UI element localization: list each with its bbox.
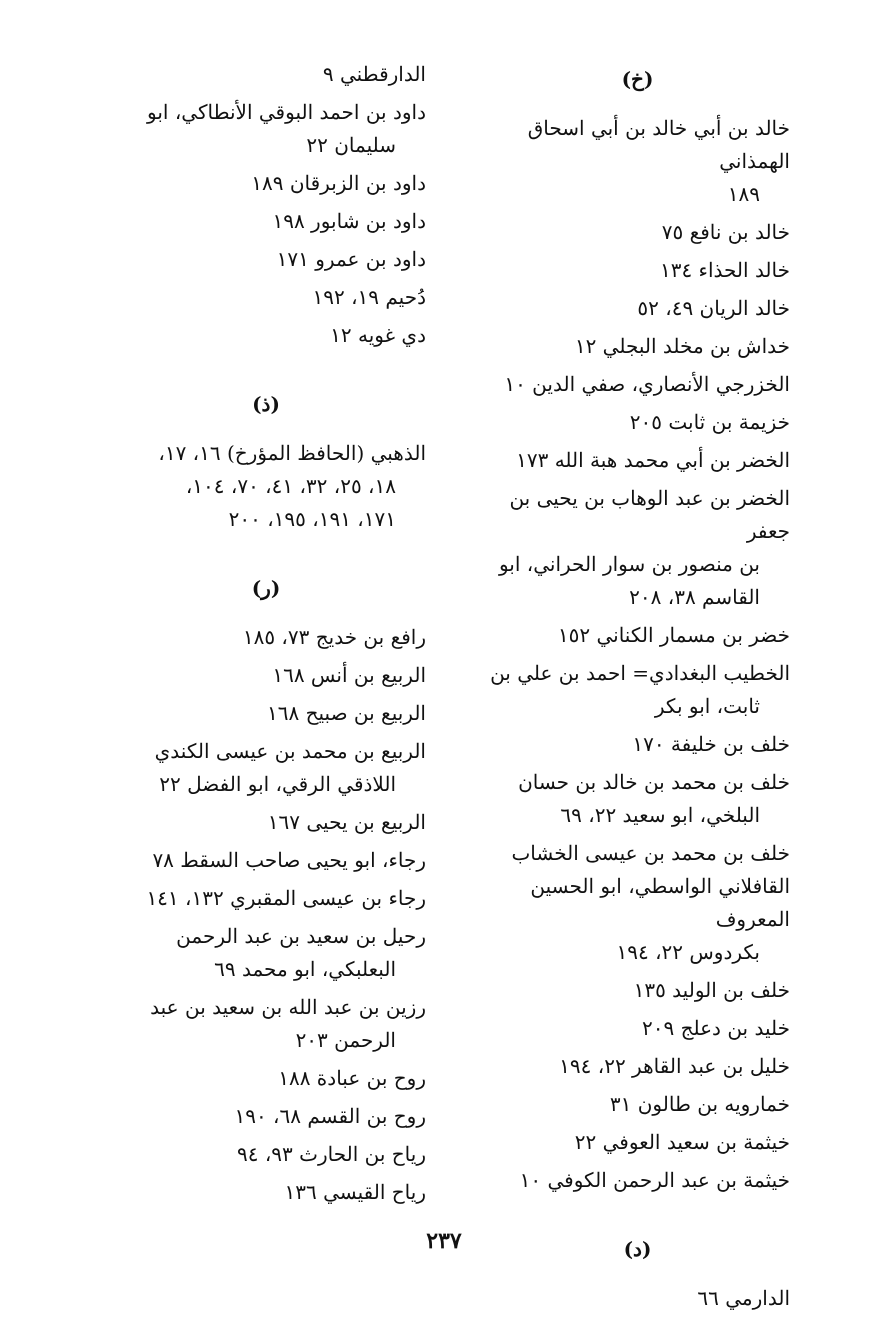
index-entry: دُحيم ١٩، ١٩٢ <box>312 285 426 309</box>
index-entry: الذهبي (الحافظ المؤرخ) ١٦، ١٧، ١٨، ٢٥، ٣٢، ٤١، ٧٠، ١٠٤، ١٧١، ١٩١، ١٩٥، ٢٠٠ <box>158 441 426 531</box>
index-entry: خليد بن دعلج ٢٠٩ <box>642 1016 790 1040</box>
left-column <box>106 58 426 1214</box>
index-entry: خيثمة بن سعيد العوفي ٢٢ <box>574 1130 790 1154</box>
index-entry: الربيع بن صبيح ١٦٨ <box>267 701 426 725</box>
index-entry: الربيع بن يحيى ١٦٧ <box>267 810 426 834</box>
index-entry: الخطيب البغدادي= احمد بن علي بن ثابت، ابو بكر <box>490 661 790 718</box>
index-entry: الخزرجي الأنصاري، صفي الدين ١٠ <box>504 372 790 396</box>
index-entry: رحيل بن سعيد بن عبد الرحمن البعلبكي، ابو محمد ٦٩ <box>176 924 426 981</box>
index-entry: روح بن عبادة ١٨٨ <box>278 1066 426 1090</box>
index-entry: رياح القيسي ١٣٦ <box>284 1180 426 1204</box>
section-heading-ra: (ر) <box>251 576 281 600</box>
index-entry: داود بن شابور ١٩٨ <box>272 209 426 233</box>
section-heading-dhal: (ذ) <box>252 392 280 416</box>
index-entry: خلف بن محمد بن عيسى الخشاب القافلاني الواسطي، ابو الحسين المعروف بكردوس ٢٢، ١٩٤ <box>511 841 790 964</box>
right-column <box>485 58 790 1320</box>
index-entry: خالد الريان ٤٩، ٥٢ <box>637 296 790 320</box>
index-entry: الربيع بن محمد بن عيسى الكندي اللاذقي الرقي، ابو الفضل ٢٢ <box>154 739 426 796</box>
index-entry: الخضر بن عبد الوهاب بن يحيى بن جعفر بن منصور بن سوار الحراني، ابو القاسم ٣٨، ٢٠٨ <box>498 486 790 609</box>
section-heading-dal: (د) <box>623 1237 652 1261</box>
index-entry: خالد الحذاء ١٣٤ <box>659 258 790 282</box>
index-entry: خالد بن أبي خالد بن أبي اسحاق الهمذاني ١٨٩ <box>527 116 790 206</box>
index-entry: رجاء بن عيسى المقبري ١٣٢، ١٤١ <box>146 886 426 910</box>
index-entry: رجاء، ابو يحيى صاحب السقط ٧٨ <box>152 848 426 872</box>
index-entry: خيثمة بن عبد الرحمن الكوفي ١٠ <box>519 1168 790 1192</box>
index-entry: داود بن احمد البوقي الأنطاكي، ابو سليمان ٢٢ <box>147 100 426 157</box>
index-entry: الدارمي ٦٦ <box>697 1286 790 1310</box>
index-entry: خزيمة بن ثابت ٢٠٥ <box>629 410 790 434</box>
section-heading-kha: (خ) <box>621 67 654 91</box>
index-entry: دي غويه ١٢ <box>330 323 426 347</box>
index-entry: خلف بن الوليد ١٣٥ <box>633 978 790 1002</box>
index-entry: رياح بن الحارث ٩٣، ٩٤ <box>236 1142 426 1166</box>
index-entry: الدارقطني ٩ <box>322 62 426 86</box>
index-entry: خضر بن مسمار الكناني ١٥٢ <box>557 623 790 647</box>
index-entry: خليل بن عبد القاهر ٢٢، ١٩٤ <box>559 1054 790 1078</box>
index-entry: الربيع بن أنس ١٦٨ <box>272 663 426 687</box>
index-entry: الخضر بن أبي محمد هبة الله ١٧٣ <box>516 448 790 472</box>
index-entry: رزين بن عبد الله بن سعيد بن عبد الرحمن ٢٠٣ <box>150 995 426 1052</box>
index-entry: خالد بن نافع ٧٥ <box>661 220 790 244</box>
index-entry: رافع بن خديج ٧٣، ١٨٥ <box>242 625 426 649</box>
index-entry: داود بن عمرو ١٧١ <box>276 247 426 271</box>
index-entry: خلف بن خليفة ١٧٠ <box>632 732 790 756</box>
index-entry: خمارويه بن طالون ٣١ <box>609 1092 790 1116</box>
index-entry: داود بن الزبرقان ١٨٩ <box>251 171 426 195</box>
page-number: ٢٣٧ <box>426 1228 462 1254</box>
index-entry: خلف بن محمد بن خالد بن حسان البلخي، ابو سعيد ٢٢، ٦٩ <box>518 770 790 827</box>
index-entry: خداش بن مخلد البجلي ١٢ <box>574 334 790 358</box>
index-entry: روح بن القسم ٦٨، ١٩٠ <box>234 1104 426 1128</box>
